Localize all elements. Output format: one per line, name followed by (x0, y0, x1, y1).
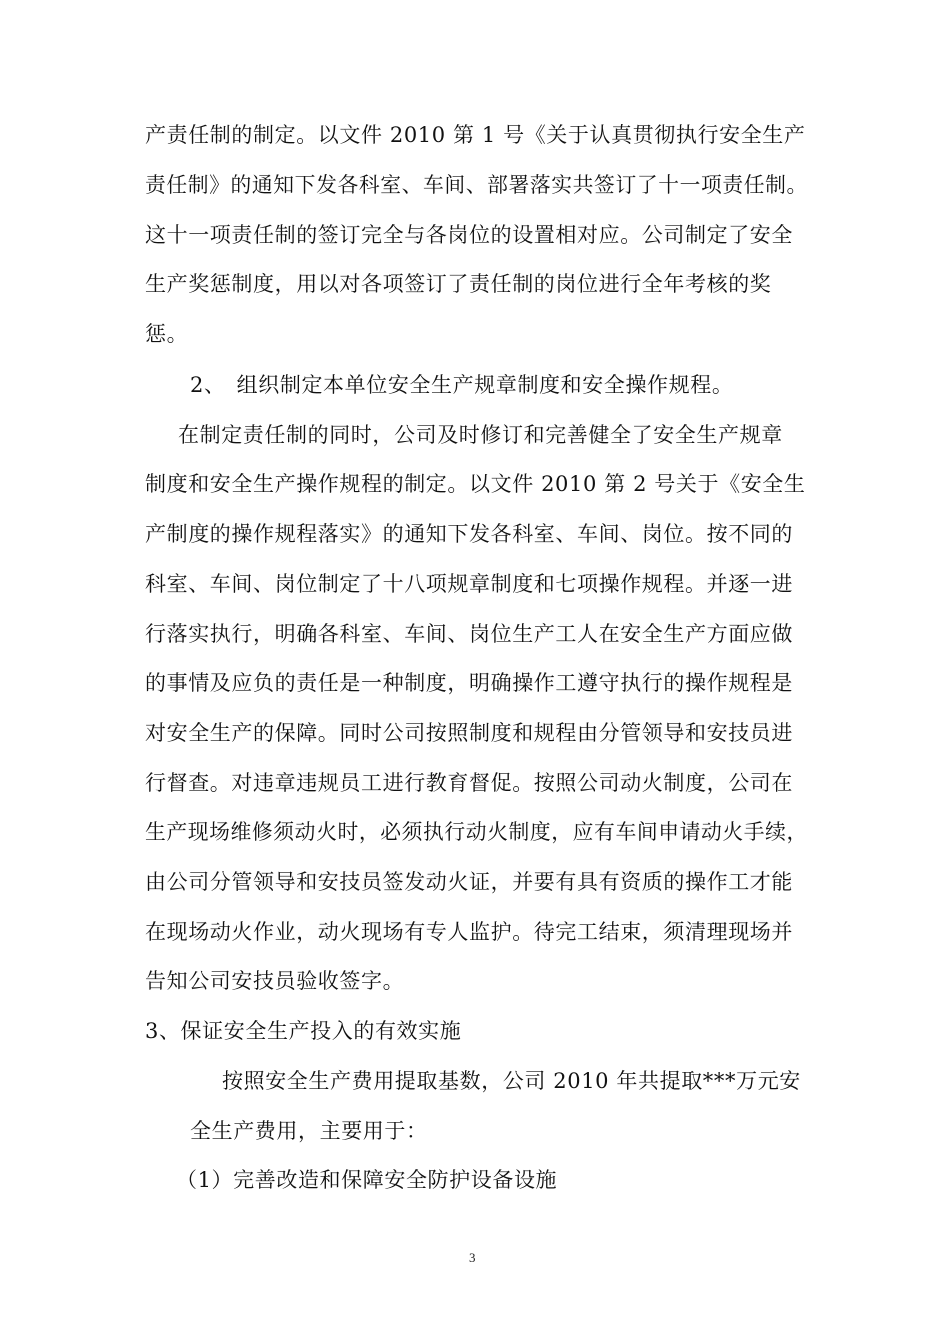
section-heading-3: 3、保证安全生产投入的有效实施 (145, 1019, 462, 1043)
body-line: 在制定责任制的同时，公司及时修订和完善健全了安全生产规章 (178, 423, 783, 447)
body-line: 行落实执行，明确各科室、车间、岗位生产工人在安全生产方面应做 (145, 622, 793, 646)
body-line: 制度和安全生产操作规程的制定。以文件 2010 第 2 号关于《安全生 (145, 472, 806, 496)
body-line: 行督查。对违章违规员工进行教育督促。按照公司动火制度，公司在 (145, 771, 793, 795)
body-line: 按照安全生产费用提取基数，公司 2010 年共提取***万元安 (222, 1069, 801, 1093)
body-line: 在现场动火作业，动火现场有专人监护。待完工结束，须清理现场并 (145, 920, 793, 944)
section-heading-2: 2、 组织制定本单位安全生产规章制度和安全操作规程。 (190, 373, 734, 397)
body-line: 由公司分管领导和安技员签发动火证，并要有具有资质的操作工才能 (145, 870, 793, 894)
body-line: 科室、车间、岗位制定了十八项规章制度和七项操作规程。并逐一进 (145, 572, 793, 596)
body-line: 责任制》的通知下发各科室、车间、部署落实共签订了十一项责任制。 (145, 173, 808, 197)
body-line: 生产奖惩制度，用以对各项签订了责任制的岗位进行全年考核的奖 (145, 272, 772, 296)
page-number: 3 (469, 1250, 476, 1265)
body-line: 生产现场维修须动火时，必须执行动火制度，应有车间申请动火手续， (145, 820, 808, 844)
body-line: 产责任制的制定。以文件 2010 第 1 号《关于认真贯彻执行安全生产 (145, 123, 806, 147)
body-line: 告知公司安技员验收签字。 (145, 969, 405, 993)
list-item-1: （1）完善改造和保障安全防护设备设施 (176, 1168, 558, 1192)
body-line: 的事情及应负的责任是一种制度，明确操作工遵守执行的操作规程是 (145, 671, 793, 695)
body-line: 这十一项责任制的签订完全与各岗位的设置相对应。公司制定了安全 (145, 223, 793, 247)
body-line: 产制度的操作规程落实》的通知下发各科室、车间、岗位。按不同的 (145, 522, 793, 546)
body-line: 惩。 (145, 322, 189, 346)
body-line: 全生产费用，主要用于： (190, 1119, 428, 1143)
body-line: 对安全生产的保障。同时公司按照制度和规程由分管领导和安技员进 (145, 721, 793, 745)
